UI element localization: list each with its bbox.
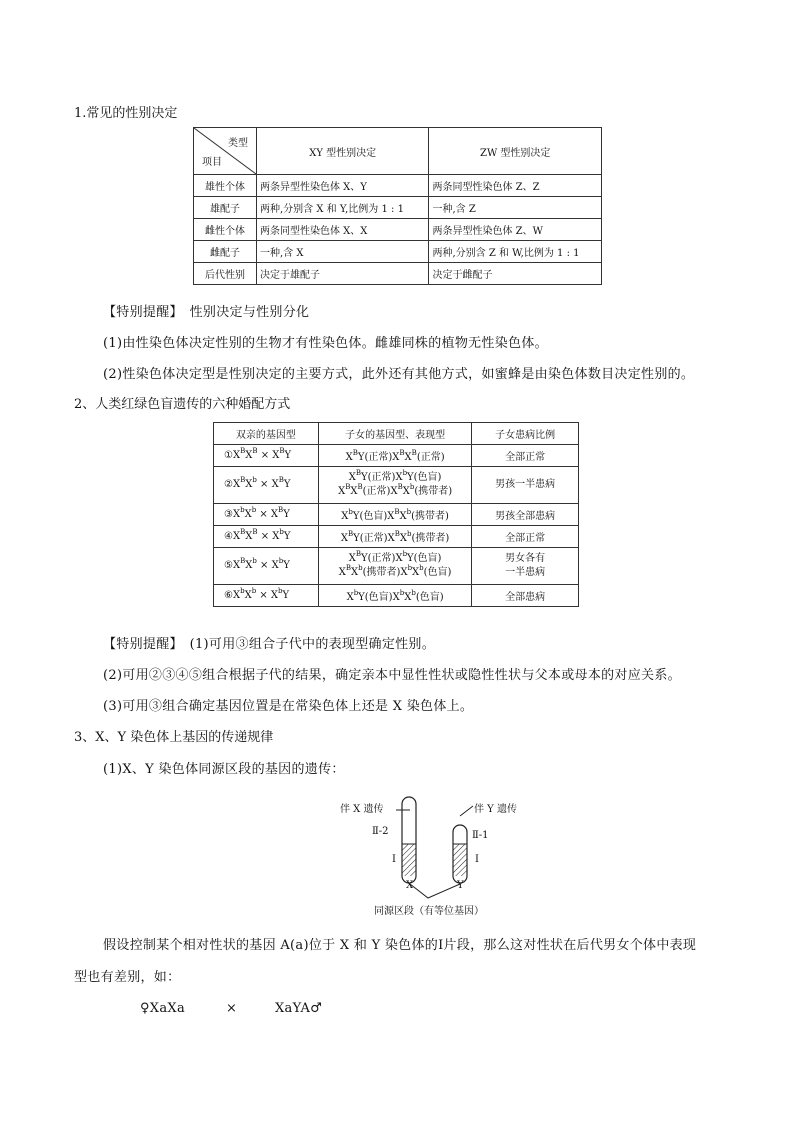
table-row [194, 219, 602, 241]
row-xy: 决定于雄配子 [256, 263, 429, 285]
row-xy: 两种,分别含 X 和 Y,比例为 1 : 1 [256, 197, 429, 219]
table-row [214, 526, 579, 548]
table-row [194, 197, 602, 219]
col-xy-header: XY 型性别决定 [256, 128, 429, 175]
offspring-genotype: $X^BY$(正常)$X^bY$(色盲) $X^BX^B$(正常)$X^BX^b$(携带者) [318, 467, 471, 504]
label-ii1: Ⅱ-1 [472, 830, 489, 841]
table-row [214, 467, 579, 504]
header-ratio: 子女患病比例 [472, 423, 579, 445]
table-row [194, 263, 602, 285]
parents-genotype: $④X^BX^B \times X^bY$ [214, 526, 319, 548]
figure-caption: 同源区段（有等位基因） [374, 906, 484, 917]
cross-male: XaYA♂ [275, 1001, 323, 1016]
label-i-right: Ⅰ [475, 854, 479, 865]
col-zw-header: ZW 型性别决定 [429, 128, 602, 175]
corner-bottom-label: 项目 [202, 157, 222, 168]
row-item: 雄性个体 [194, 175, 257, 197]
ratio: 全部患病 [472, 585, 579, 607]
table-header-row [214, 423, 579, 445]
row-zw: 两种,分别含 Z 和 W,比例为 1 : 1 [429, 241, 602, 263]
y-chromosome [453, 825, 467, 883]
row-zw: 决定于雌配子 [429, 263, 602, 285]
ratio: 男孩一半患病 [472, 467, 579, 504]
section1-tip-title: 【特别提醒】 性别决定与性别分化 [103, 305, 310, 320]
label-x-inherit: 伴 X 遗传 [340, 804, 384, 815]
offspring-genotype: $X^BY$(正常)$X^bY$(色盲) $X^BX^b$(携带者)$X^bX^b$(色盲) [318, 548, 471, 585]
ratio: 男女各有 一半患病 [472, 548, 579, 585]
color-blindness-table [213, 422, 579, 607]
row-item: 雌性个体 [194, 219, 257, 241]
row-item: 雄配子 [194, 197, 257, 219]
table-row [214, 504, 579, 526]
section2-tip1: 【特别提醒】 (1)可用③组合子代中的表现型确定性别。 [103, 637, 436, 652]
row-item: 雌配子 [194, 241, 257, 263]
section1-heading: 1.常见的性别决定 [74, 106, 178, 121]
section1-tip2: (2)性染色体决定型是性别决定的主要方式，此外还有其他方式，如蜜蜂是由染色体数目决定性别的。 [103, 367, 695, 382]
label-x: X [406, 880, 414, 891]
corner-top-label: 类型 [228, 138, 248, 149]
section2-tip2: (2)可用②③④⑤组合根据子代的结果，确定亲本中显性性状或隐性性状与父本或母本的对应关系。 [103, 668, 681, 683]
sex-determination-table [193, 127, 602, 285]
header-parents: 双亲的基因型 [214, 423, 319, 445]
label-ii2: Ⅱ-2 [372, 826, 389, 837]
row-zw: 两条同型性染色体 Z、Z [429, 175, 602, 197]
offspring-genotype: $X^bY$(色盲)$X^bX^b$(色盲) [318, 585, 471, 607]
row-zw: 一种,含 Z [429, 197, 602, 219]
parents-genotype: $①X^BX^B \times X^BY$ [214, 445, 319, 467]
section3-sub1: (1)X、Y 染色体同源区段的基因的遗传： [103, 762, 345, 777]
parents-genotype: $⑥X^bX^b \times X^bY$ [214, 585, 319, 607]
parents-genotype: $③X^bX^b \times X^BY$ [214, 504, 319, 526]
header-offspring: 子女的基因型、表现型 [318, 423, 471, 445]
row-item: 后代性别 [194, 263, 257, 285]
section3-heading: 3、X、Y 染色体上基因的传递规律 [74, 730, 274, 745]
offspring-genotype: $X^bY$(色盲)$X^BX^b$(携带者) [318, 504, 471, 526]
section1-tip1: (1)由性染色体决定性别的生物才有性染色体。雌雄同株的植物无性染色体。 [103, 336, 548, 351]
section3-para-line1: 假设控制某个相对性状的基因 A(a)位于 X 和 Y 染色体的Ⅰ片段，那么这对性状在后代男女个体中表现 [103, 938, 697, 953]
label-y-inherit: 伴 Y 遗传 [474, 804, 517, 815]
label-y: Y [457, 880, 464, 891]
table-row [214, 548, 579, 585]
ratio: 全部正常 [472, 526, 579, 548]
table-header-row [194, 128, 602, 175]
table-row [214, 585, 579, 607]
table-row [194, 241, 602, 263]
row-xy: 一种,含 X [256, 241, 429, 263]
section2-tip3: (3)可用③组合确定基因位置是在常染色体上还是 X 染色体上。 [103, 699, 474, 714]
parents-genotype: $②X^BX^b \times X^BY$ [214, 467, 319, 504]
ratio: 男孩全部患病 [472, 504, 579, 526]
section3-para-line2: 型也有差别，如： [74, 970, 181, 985]
table-row [194, 175, 602, 197]
chromosome-figure [330, 792, 540, 922]
ratio: 全部正常 [472, 445, 579, 467]
offspring-genotype: $X^BY$(正常)$X^BX^b$(携带者) [318, 526, 471, 548]
table-row [214, 445, 579, 467]
label-i-left: Ⅰ [392, 854, 396, 865]
row-xy: 两条同型性染色体 X、X [256, 219, 429, 241]
row-xy: 两条异型性染色体 X、Y [256, 175, 429, 197]
cross-times: × [226, 1001, 238, 1016]
section2-heading: 2、人类红绿色盲遗传的六种婚配方式 [74, 397, 291, 412]
offspring-genotype: $X^BY$(正常)$X^BX^B$(正常) [318, 445, 471, 467]
parents-genotype: $⑤X^BX^b \times X^bY$ [214, 548, 319, 585]
cross-female: ♀XaXa [140, 1001, 186, 1016]
row-zw: 两条异型性染色体 Z、W [429, 219, 602, 241]
corner-cell [194, 128, 257, 175]
